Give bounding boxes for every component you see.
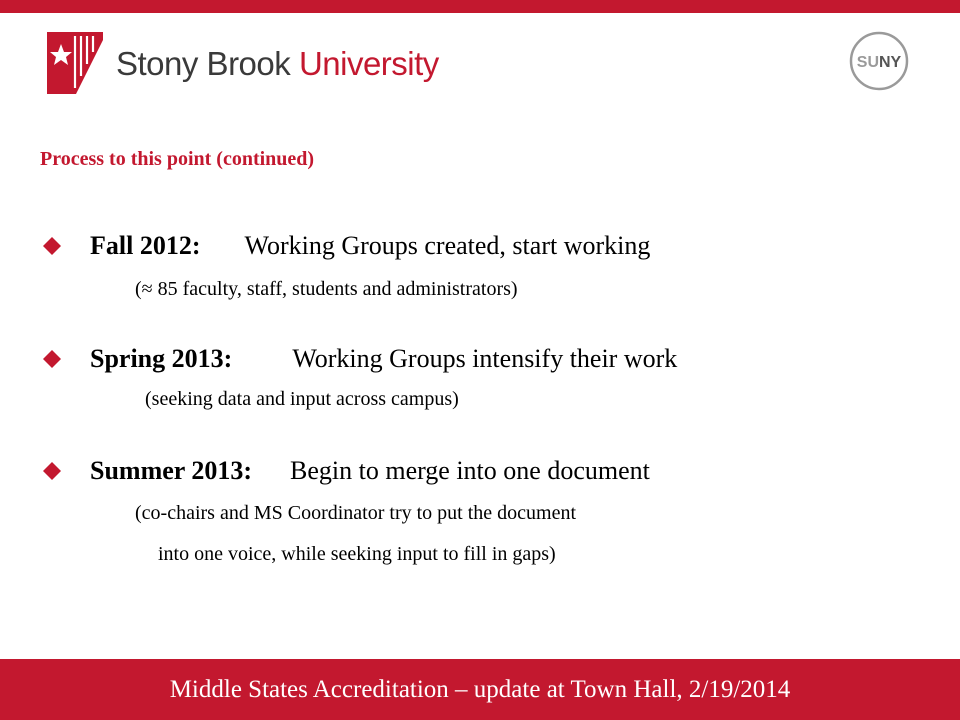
suny-circle-logo [848,30,910,92]
timeline-item-summer-2013 [90,455,650,487]
item-description: Working Groups created, start working [244,231,651,260]
suny-text-light: SU [856,54,879,71]
item-note: into one voice, while seeking input to fill in gaps) [158,543,556,565]
item-term: Summer 2013: [90,456,253,485]
footer-bar [0,659,960,720]
diamond-bullet-icon [42,349,62,369]
item-note: (co-chairs and MS Coordinator try to put the document [135,502,577,524]
timeline-item-fall-2012 [90,230,650,262]
suny-text-dark: NY [879,54,902,71]
top-accent-bar [0,0,960,13]
wordmark-university: University [298,45,439,82]
university-wordmark [116,44,439,84]
item-description: Working Groups intensify their work [292,344,678,373]
svg-text:SUNY [857,54,902,71]
wordmark-stony-brook: Stony Brook [116,45,291,82]
item-note: (≈ 85 faculty, staff, students and administrators) [135,278,518,300]
slide-title: Process to this point (continued) [40,148,315,170]
item-note: (seeking data and input across campus) [145,388,459,410]
item-description: Begin to merge into one document [290,456,650,485]
sbu-shield-star-logo [45,30,107,96]
diamond-bullet-icon [42,236,62,256]
timeline-item-spring-2013 [90,343,677,375]
footer-text: Middle States Accreditation – update at Town Hall, 2/19/2014 [169,676,791,703]
item-term: Fall 2012: [90,231,201,260]
diamond-bullet-icon [42,461,62,481]
item-term: Spring 2013: [90,344,233,373]
